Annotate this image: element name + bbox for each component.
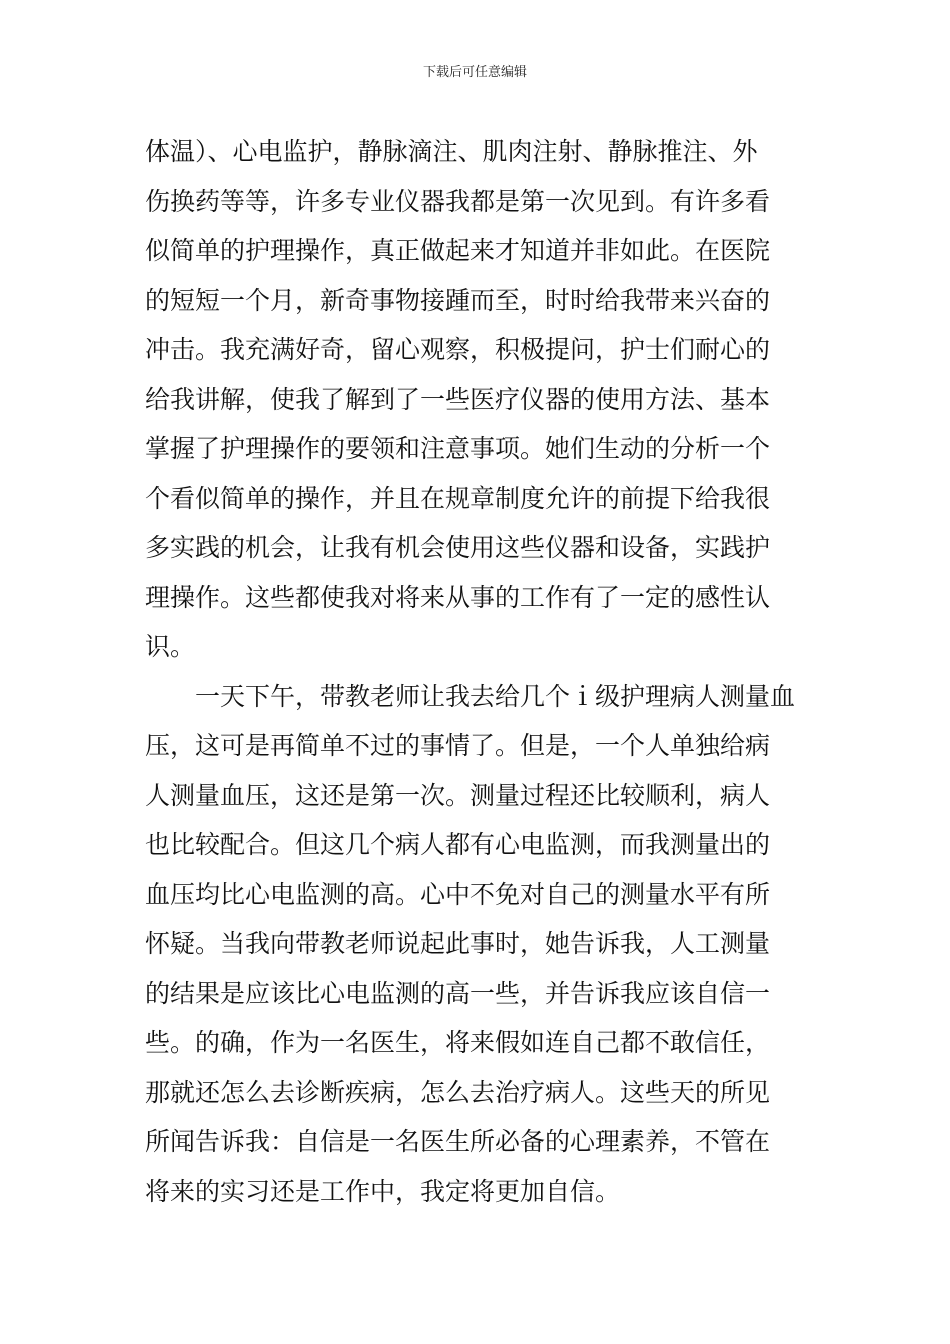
text-line: 体温）、心电监护，静脉滴注、肌肉注射、静脉推注、外: [145, 137, 758, 166]
text-line: 所闻告诉我：自信是一名医生所必备的心理素养，不管在: [145, 1127, 771, 1156]
text-line: 一天下午，带教老师让我去给几个ｉ级护理病人测量血: [145, 681, 796, 711]
text-line: 血压均比心电监测的高。心中不免对自己的测量水平有所: [145, 879, 771, 909]
paragraph-1: [145, 127, 807, 672]
text-line: 理操作。这些都使我对将来从事的工作有了一定的感性认: [145, 582, 771, 612]
page-header: 下载后可任意编辑: [422, 65, 527, 80]
text-line: 也比较配合。但这几个病人都有心电监测，而我测量出的: [145, 830, 771, 859]
text-line: 多实践的机会，让我有机会使用这些仪器和设备，实践护: [145, 533, 771, 562]
text-line: 些。的确，作为一名医生，将来假如连自己都不敢信任，: [145, 1028, 771, 1057]
text-line: 识。: [145, 632, 196, 661]
text-line: 个看似简单的操作，并且在规章制度允许的前提下给我很: [145, 483, 771, 513]
text-line: 压，这可是再简单不过的事情了。但是，一个人单独给病: [145, 731, 771, 760]
document-body: [145, 127, 807, 1216]
text-line: 掌握了护理操作的要领和注意事项。她们生动的分析一个: [145, 434, 771, 463]
text-line: 冲击。我充满好奇，留心观察，积极提问，护士们耐心的: [145, 335, 771, 364]
text-line: 怀疑。当我向带教老师说起此事时，她告诉我，人工测量: [145, 929, 771, 958]
text-line: 似简单的护理操作，真正做起来才知道并非如此。在医院: [145, 236, 771, 265]
text-line: 将来的实习还是工作中，我定将更加自信。: [145, 1176, 621, 1206]
text-line: 伤换药等等，许多专业仪器我都是第一次见到。有许多看: [145, 186, 771, 216]
paragraph-2: [145, 672, 807, 1217]
text-line: 那就还怎么去诊断疾病，怎么去治疗病人。这些天的所见: [145, 1077, 771, 1107]
text-line: 人测量血压，这还是第一次。测量过程还比较顺利，病人: [145, 780, 771, 810]
text-line: 的结果是应该比心电监测的高一些，并告诉我应该自信一: [145, 978, 771, 1008]
text-line: 给我讲解，使我了解到了一些医疗仪器的使用方法、基本: [145, 384, 771, 414]
text-line: 的短短一个月，新奇事物接踵而至，时时给我带来兴奋的: [145, 285, 771, 315]
